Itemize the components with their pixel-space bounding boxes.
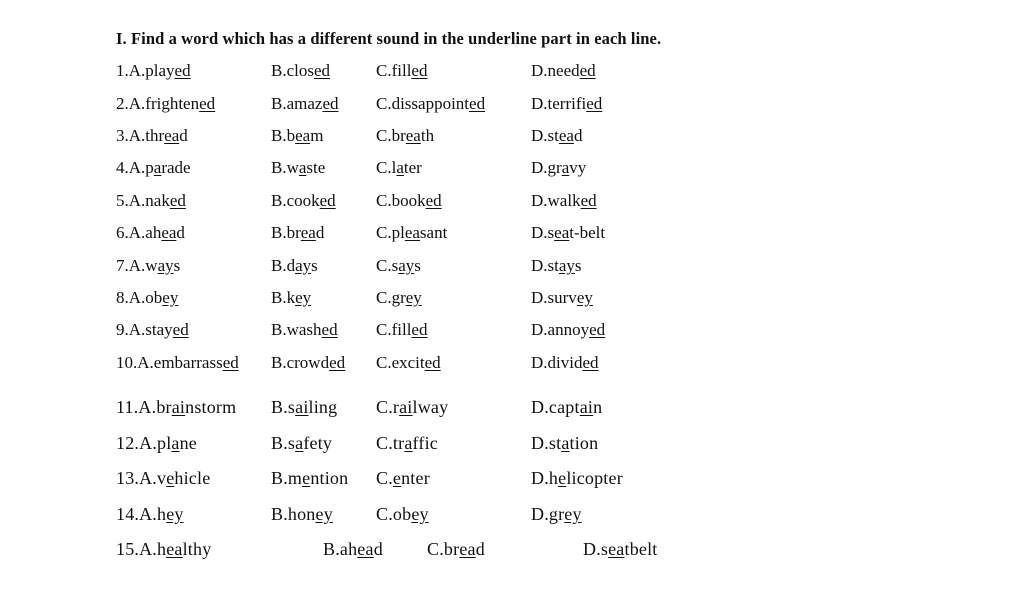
- option-text: B.br: [271, 223, 301, 242]
- option-text: C.tr: [376, 433, 405, 453]
- underlined-part: ea: [161, 223, 177, 242]
- option-text: D.walk: [531, 191, 581, 210]
- option-text: 15.A.h: [116, 539, 167, 559]
- option-text: B.amaz: [271, 94, 323, 113]
- underlined-part: ai: [295, 397, 309, 417]
- underlined-part: ai: [399, 397, 413, 417]
- underlined-part: ed: [589, 320, 606, 339]
- underlined-part: ay: [558, 256, 575, 275]
- answer-option: [271, 397, 337, 418]
- answer-option: [116, 504, 184, 525]
- answer-option: [116, 61, 191, 81]
- option-text: s: [311, 256, 318, 275]
- option-text: D.st: [531, 256, 559, 275]
- option-text: D.annoy: [531, 320, 590, 339]
- option-text: C.br: [427, 539, 460, 559]
- underlined-part: ed: [322, 94, 339, 113]
- option-text: s: [574, 256, 582, 275]
- answer-option: [116, 94, 215, 114]
- option-text: D.s: [531, 223, 555, 242]
- underlined-part: a: [153, 158, 162, 177]
- option-text: n: [593, 397, 603, 417]
- answer-option: [376, 433, 438, 454]
- answer-option: [531, 126, 582, 146]
- answer-option: [116, 397, 236, 418]
- option-text: B.s: [271, 397, 296, 417]
- underlined-part: ed: [313, 61, 331, 80]
- option-text: d: [315, 223, 325, 242]
- option-text: D.h: [531, 468, 559, 488]
- answer-option: [376, 94, 485, 114]
- option-text: 7.A.w: [116, 256, 158, 275]
- underlined-part: ea: [295, 126, 311, 145]
- answer-option: [116, 468, 210, 489]
- option-text: 11.A.br: [116, 397, 172, 417]
- option-text: C.r: [376, 397, 400, 417]
- option-text: B.crowd: [271, 353, 330, 372]
- option-text: D.st: [531, 433, 562, 453]
- option-text: 14.A.h: [116, 504, 167, 524]
- option-text: C.pl: [376, 223, 405, 242]
- answer-option: [271, 94, 339, 114]
- option-text: 5.A.nak: [116, 191, 170, 210]
- option-text: D.gr: [531, 158, 562, 177]
- option-text: tbelt: [624, 539, 658, 559]
- option-text: nter: [401, 468, 430, 488]
- option-text: ter: [403, 158, 422, 177]
- answer-option: [271, 158, 325, 178]
- option-text: lway: [412, 397, 449, 417]
- answer-option: [427, 539, 485, 560]
- underlined-part: ay: [398, 256, 415, 275]
- underlined-part: ed: [411, 61, 428, 80]
- answer-option: [271, 504, 333, 525]
- option-text: 8.A.ob: [116, 288, 163, 307]
- underlined-part: ey: [564, 504, 582, 524]
- answer-option: [583, 539, 658, 560]
- underlined-part: a: [396, 158, 404, 177]
- underlined-part: ey: [411, 504, 429, 524]
- question-row: [0, 353, 1024, 383]
- underlined-part: ed: [169, 191, 186, 210]
- underlined-part: ey: [166, 504, 184, 524]
- answer-option: [376, 191, 442, 211]
- answer-option: [376, 288, 422, 308]
- option-text: ffic: [412, 433, 438, 453]
- option-text: B.cook: [271, 191, 320, 210]
- option-text: m: [310, 126, 324, 145]
- underlined-part: e: [166, 468, 175, 488]
- underlined-part: ea: [166, 539, 183, 559]
- underlined-part: ed: [579, 61, 596, 80]
- underlined-part: ey: [405, 288, 422, 307]
- answer-option: [271, 61, 330, 81]
- answer-option: [271, 468, 348, 489]
- option-text: B.d: [271, 256, 296, 275]
- question-row: [0, 288, 1024, 318]
- underlined-part: a: [298, 158, 307, 177]
- option-text: C.gr: [376, 288, 406, 307]
- underlined-part: ed: [425, 191, 442, 210]
- question-row: [0, 191, 1024, 221]
- option-text: 1.A.play: [116, 61, 175, 80]
- underlined-part: ed: [582, 353, 599, 372]
- option-text: D.gr: [531, 504, 565, 524]
- option-text: B.s: [271, 433, 296, 453]
- option-text: d: [179, 126, 188, 145]
- answer-option: [531, 158, 586, 178]
- option-text: C.fill: [376, 320, 412, 339]
- option-text: d: [475, 539, 485, 559]
- underlined-part: ed: [329, 353, 346, 372]
- underlined-part: ey: [295, 288, 312, 307]
- answer-option: [376, 126, 434, 146]
- answer-option: [531, 288, 593, 308]
- question-row: [0, 158, 1024, 188]
- question-row: [0, 504, 1024, 534]
- underlined-part: ea: [300, 223, 316, 242]
- underlined-part: ea: [357, 539, 374, 559]
- answer-option: [271, 320, 338, 340]
- question-row: [0, 61, 1024, 91]
- option-text: D.divid: [531, 353, 583, 372]
- underlined-part: ed: [424, 353, 441, 372]
- option-text: D.terrifi: [531, 94, 587, 113]
- question-row: [0, 94, 1024, 124]
- underlined-part: ea: [404, 223, 420, 242]
- question-row: [0, 397, 1024, 427]
- answer-option: [531, 504, 582, 525]
- option-text: ne: [179, 433, 197, 453]
- answer-option: [531, 191, 597, 211]
- answer-option: [531, 468, 623, 489]
- underlined-part: ai: [171, 397, 186, 417]
- option-text: D.need: [531, 61, 580, 80]
- option-text: lthy: [182, 539, 212, 559]
- underlined-part: a: [404, 433, 413, 453]
- answer-option: [531, 433, 598, 454]
- option-text: 10.A.embarrass: [116, 353, 223, 372]
- answer-option: [376, 353, 441, 373]
- option-text: B.w: [271, 158, 299, 177]
- option-text: C.dissappoint: [376, 94, 470, 113]
- answer-option: [116, 126, 188, 146]
- underlined-part: e: [392, 468, 402, 488]
- answer-option: [271, 191, 336, 211]
- answer-option: [531, 256, 582, 276]
- option-text: s: [414, 256, 421, 275]
- answer-option: [376, 504, 429, 525]
- option-text: D.capt: [531, 397, 580, 417]
- question-row: [0, 223, 1024, 253]
- question-row: [0, 320, 1024, 350]
- option-text: B.wash: [271, 320, 322, 339]
- answer-option: [116, 433, 197, 454]
- answer-option: [116, 191, 186, 211]
- underlined-part: e: [558, 468, 567, 488]
- underlined-part: ed: [319, 191, 336, 210]
- answer-option: [531, 94, 602, 114]
- option-text: C.l: [376, 158, 397, 177]
- underlined-part: a: [171, 433, 180, 453]
- option-text: rade: [161, 158, 191, 177]
- answer-option: [376, 158, 422, 178]
- underlined-part: ea: [405, 126, 421, 145]
- question-row: [0, 433, 1024, 463]
- option-text: d: [573, 126, 583, 145]
- option-text: D.s: [583, 539, 609, 559]
- option-text: B.ah: [323, 539, 358, 559]
- answer-option: [116, 158, 191, 178]
- option-text: D.st: [531, 126, 559, 145]
- underlined-part: ai: [579, 397, 594, 417]
- option-text: 13.A.v: [116, 468, 167, 488]
- underlined-part: ed: [222, 353, 239, 372]
- option-text: s: [173, 256, 181, 275]
- option-text: B.hon: [271, 504, 316, 524]
- option-text: ling: [308, 397, 338, 417]
- answer-option: [376, 320, 427, 340]
- option-text: C.fill: [376, 61, 412, 80]
- option-text: C.br: [376, 126, 406, 145]
- answer-option: [376, 256, 421, 276]
- option-text: C.s: [376, 256, 399, 275]
- question-row: [0, 539, 1024, 569]
- option-text: ntion: [310, 468, 349, 488]
- exercise-title: I. Find a word which has a different sound in the underline part in each line.: [116, 29, 662, 48]
- answer-option: [376, 468, 430, 489]
- option-text: 6.A.ah: [116, 223, 162, 242]
- option-text: 3.A.thr: [116, 126, 165, 145]
- option-text: B.b: [271, 126, 296, 145]
- underlined-part: ea: [608, 539, 625, 559]
- option-text: C.ob: [376, 504, 412, 524]
- answer-option: [323, 539, 383, 560]
- option-text: vy: [569, 158, 587, 177]
- option-text: C.excit: [376, 353, 425, 372]
- answer-option: [376, 223, 447, 243]
- underlined-part: ey: [162, 288, 179, 307]
- option-text: C.book: [376, 191, 426, 210]
- underlined-part: a: [295, 433, 304, 453]
- option-text: 2.A.frighten: [116, 94, 200, 113]
- answer-option: [376, 397, 448, 418]
- option-text: nstorm: [185, 397, 237, 417]
- underlined-part: ea: [558, 126, 574, 145]
- underlined-part: ed: [580, 191, 597, 210]
- option-text: 4.A.p: [116, 158, 154, 177]
- option-text: 9.A.stay: [116, 320, 173, 339]
- answer-option: [116, 256, 180, 276]
- option-text: t-belt: [569, 223, 606, 242]
- answer-option: [116, 288, 178, 308]
- option-text: d: [373, 539, 383, 559]
- answer-option: [531, 61, 596, 81]
- underlined-part: a: [561, 433, 570, 453]
- option-text: tion: [569, 433, 599, 453]
- answer-option: [531, 353, 599, 373]
- underlined-part: e: [302, 468, 311, 488]
- answer-option: [116, 223, 185, 243]
- option-text: th: [420, 126, 435, 145]
- underlined-part: ed: [321, 320, 338, 339]
- underlined-part: ed: [411, 320, 428, 339]
- question-row: [0, 126, 1024, 156]
- option-text: sant: [419, 223, 448, 242]
- underlined-part: a: [561, 158, 570, 177]
- question-row: [0, 468, 1024, 498]
- underlined-part: ey: [315, 504, 333, 524]
- answer-option: [376, 61, 427, 81]
- option-text: fety: [303, 433, 333, 453]
- option-text: ste: [306, 158, 326, 177]
- option-text: B.m: [271, 468, 303, 488]
- option-text: C.: [376, 468, 393, 488]
- answer-option: [116, 320, 189, 340]
- underlined-part: ea: [459, 539, 476, 559]
- underlined-part: ed: [172, 320, 189, 339]
- option-text: D.surv: [531, 288, 577, 307]
- answer-option: [271, 288, 311, 308]
- underlined-part: ea: [554, 223, 570, 242]
- underlined-part: ay: [157, 256, 174, 275]
- option-text: licopter: [566, 468, 623, 488]
- answer-option: [531, 320, 605, 340]
- underlined-part: ed: [199, 94, 216, 113]
- underlined-part: ed: [586, 94, 603, 113]
- answer-option: [531, 223, 605, 243]
- answer-option: [116, 539, 211, 560]
- option-text: hicle: [174, 468, 211, 488]
- underlined-part: ey: [576, 288, 593, 307]
- answer-option: [116, 353, 239, 373]
- underlined-part: ay: [295, 256, 312, 275]
- underlined-part: ea: [164, 126, 180, 145]
- option-text: B.k: [271, 288, 296, 307]
- answer-option: [531, 397, 602, 418]
- option-text: d: [176, 223, 185, 242]
- answer-option: [271, 223, 324, 243]
- option-text: B.clos: [271, 61, 314, 80]
- question-row: [0, 256, 1024, 286]
- underlined-part: ed: [174, 61, 191, 80]
- answer-option: [271, 433, 332, 454]
- answer-option: [271, 353, 345, 373]
- answer-option: [271, 126, 323, 146]
- underlined-part: ed: [469, 94, 486, 113]
- option-text: 12.A.pl: [116, 433, 172, 453]
- answer-option: [271, 256, 318, 276]
